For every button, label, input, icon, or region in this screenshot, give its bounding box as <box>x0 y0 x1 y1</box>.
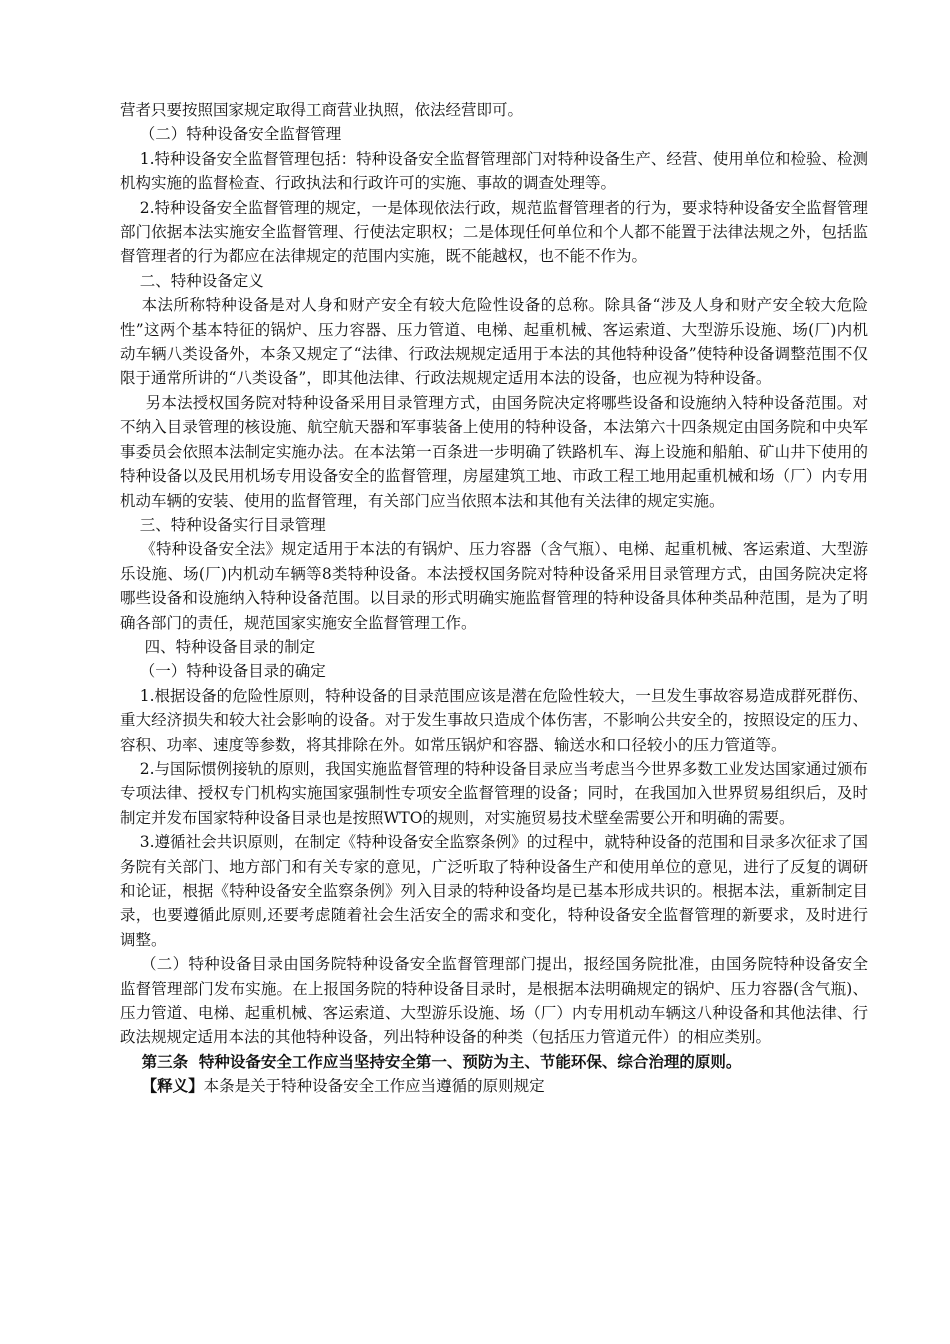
interpretation-label: 【释义】 <box>120 1077 204 1096</box>
paragraph-principle-1: 1.根据设备的危险性原则，特种设备的目录范围应该是潜在危险性较大，一旦发生事故容易造成群死群伤、重大经济损失和较大社会影响的设备。对于发生事故只造成个体伤害，不影响公共安全的，按照设定的压力、容积、功率、速度等参数，将其排除在外。如常压锅炉和容器、输送水和口径较小的压力管道等。 <box>120 686 868 754</box>
heading-definition: 二、特种设备定义 <box>120 271 264 290</box>
paragraph-supervision-1: 1.特种设备安全监督管理包括：特种设备安全监督管理部门对特种设备生产、经营、使用单位和检验、检测机构实施的监督检查、行政执法和行政许可的实施、事故的调查处理等。 <box>120 149 868 193</box>
heading-catalog-formulation: 四、特种设备目录的制定 <box>120 637 316 656</box>
subheading-supervision: （二）特种设备安全监督管理 <box>120 125 342 144</box>
paragraph-definition: 本法所称特种设备是对人身和财产安全有较大危险性设备的总称。除具备“涉及人身和财产安全较大危险性”这两个基本特征的锅炉、压力容器、压力管道、电梯、起重机械、客运索道、大型游乐设施、场(厂)内机动车辆八类设备外，本条又规定了“法律、行政法规规定适用于本法的其他特种设备”使特种设备调整范围不仅限于通常所讲的“八类设备”，即其他法律、行政法规规定适用本法的设备，也应视为特种设备。 <box>120 296 868 388</box>
paragraph-catalog-issuance: （二）特种设备目录由国务院特种设备安全监督管理部门提出，报经国务院批准，由国务院特种设备安全监督管理部门发布实施。在上报国务院的特种设备目录时，是根据本法明确规定的锅炉、压力容器(含气瓶)、压力管道、电梯、起重机械、客运索道、大型游乐设施、场（厂）内专用机动车辆这八种设备和其他法律、行政法规规定适用本法的其他特种设备，列出特种设备的种类（包括压力管道元件）的相应类别。 <box>120 955 868 1047</box>
paragraph-principle-3: 3.遵循社会共识原则，在制定《特种设备安全监察条例》的过程中，就特种设备的范围和目录多次征求了国务院有关部门、地方部门和有关专家的意见，广泛听取了特种设备生产和使用单位的意见，进行了反复的调研和论证，根据《特种设备安全监察条例》列入目录的特种设备均是已基本形成共识的。根据本法，重新制定目录，也要遵循此原则,还要考虑随着社会生活安全的需求和变化，特种设备安全监督管理的新要求，及时进行调整。 <box>120 833 868 949</box>
paragraph-catalog-management: 《特种设备安全法》规定适用于本法的有锅炉、压力容器（含气瓶）、电梯、起重机械、客运索道、大型游乐设施、场(厂)内机动车辆等8类特种设备。本法授权国务院对特种设备采用目录管理方式，由国务院决定将哪些设备和设施纳入特种设备范围。以目录的形式明确实施监督管理的特种设备具体种类品种范围，是为了明确各部门的责任，规范国家实施安全监督管理工作。 <box>120 540 868 632</box>
article-3-heading: 第三条 特种设备安全工作应当坚持安全第一、预防为主、节能环保、综合治理的原则。 <box>120 1052 742 1071</box>
paragraph-continuation: 营者只要按照国家规定取得工商营业执照，依法经营即可。 <box>120 101 524 119</box>
interpretation-note <box>120 1074 868 1098</box>
subheading-catalog-determination: （一）特种设备目录的确定 <box>120 662 326 681</box>
paragraph-principle-2: 2.与国际惯例接轨的原则，我国实施监督管理的特种设备目录应当考虑当今世界多数工业发达国家通过颁布专项法律、授权专门机构实施国家强制性专项安全监督管理的设备；同时，在我国加入世界贸易组织后，及时制定并发布国家特种设备目录也是按照WTO的规则，对实施贸易技术壁垒需要公开和明确的需要。 <box>120 759 868 827</box>
interpretation-text: 本条是关于特种设备安全工作应当遵循的原则规定 <box>203 1077 545 1096</box>
paragraph-supervision-2: 2.特种设备安全监督管理的规定，一是体现依法行政，规范监督管理者的行为，要求特种设备安全监督管理部门依据本法实施安全监督管理、行使法定职权；二是体现任何单位和个人都不能置于法律法规之外，包括监督管理者的行为都应在法律规定的范围内实施，既不能越权，也不能不作为。 <box>120 198 868 266</box>
heading-catalog-management: 三、特种设备实行目录管理 <box>120 515 326 534</box>
document-page <box>120 98 868 1099</box>
paragraph-authorization: 另本法授权国务院对特种设备采用目录管理方式，由国务院决定将哪些设备和设施纳入特种设备范围。对不纳入目录管理的核设施、航空航天器和军事装备上使用的特种设备，本法第六十四条规定由国务院和中央军事委员会依照本法制定实施办法。在本法第一百条进一步明确了铁路机车、海上设施和船舶、矿山井下使用的特种设备以及民用机场专用设备安全的监督管理，房屋建筑工地、市政工程工地用起重机械和场（厂）内专用机动车辆的安装、使用的监督管理，有关部门应当依照本法和其他有关法律的规定实施。 <box>120 393 868 510</box>
